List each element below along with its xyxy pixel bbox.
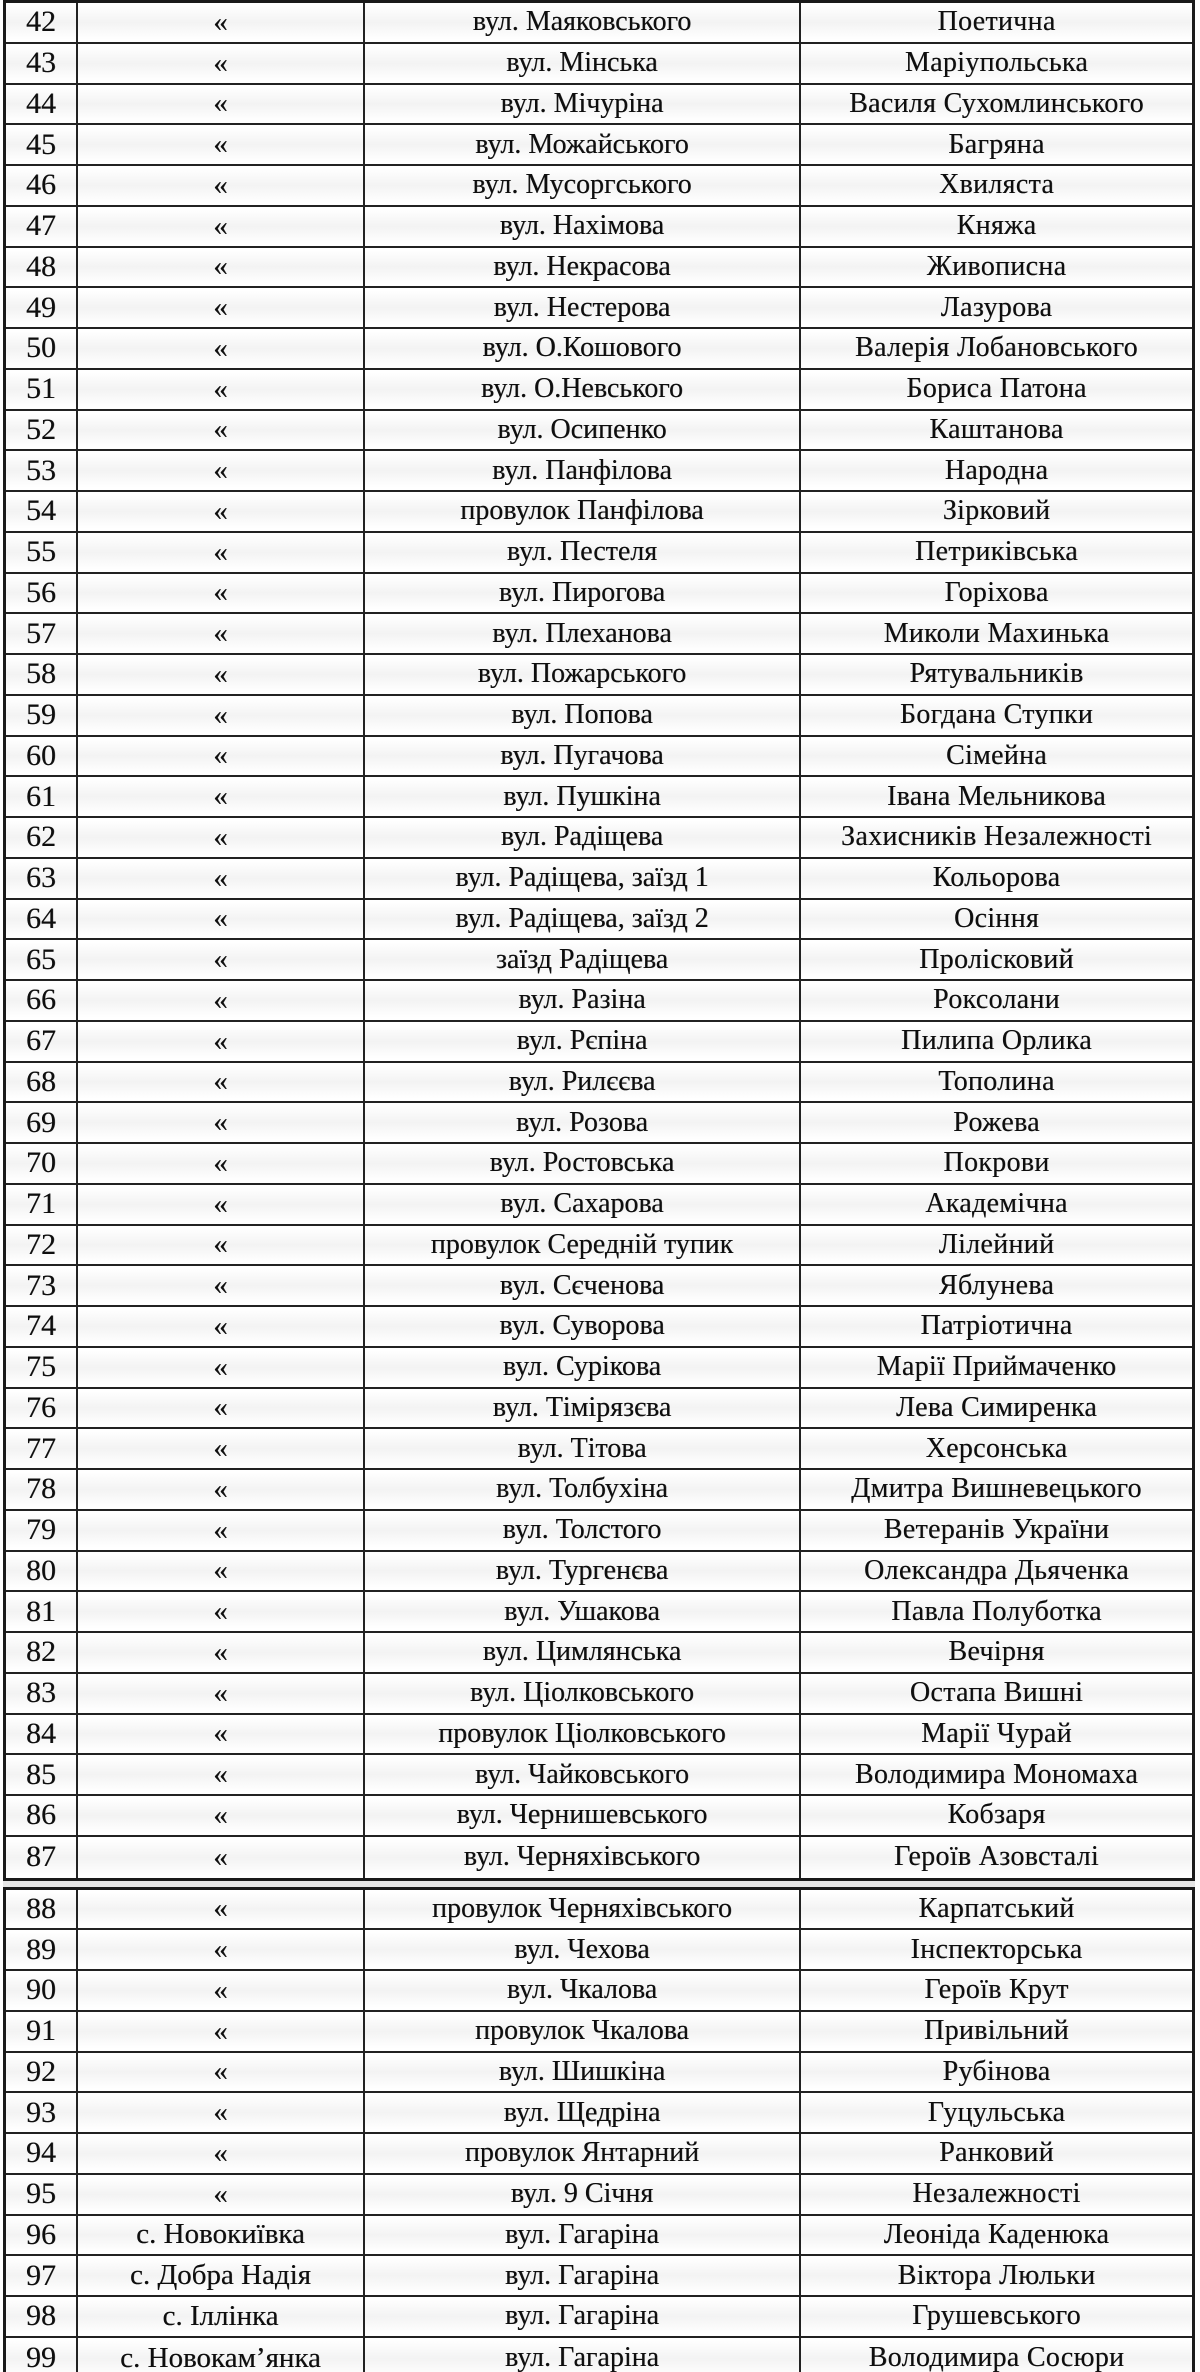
- settlement-cell: «: [76, 655, 363, 694]
- settlement-cell: «: [76, 1755, 363, 1794]
- row-number-cell: 43: [26, 46, 56, 80]
- table-row: [6, 2134, 1192, 2175]
- new-street-name-cell: Поетична: [799, 3, 1192, 42]
- row-number-cell: 42: [26, 5, 56, 39]
- row-number-cell: 73: [26, 1268, 56, 1302]
- table-row: [6, 2093, 1192, 2134]
- row-number-cell: 45: [26, 127, 56, 161]
- table-row: [6, 696, 1192, 737]
- new-street-name-cell: Остапа Вишні: [799, 1674, 1192, 1713]
- table-row: [6, 1552, 1192, 1593]
- table-row: [6, 1022, 1192, 1063]
- settlement-cell: «: [76, 2093, 363, 2132]
- settlement-cell: «: [76, 411, 363, 450]
- new-street-name-cell: Гуцульська: [799, 2093, 1192, 2132]
- row-number-cell: 82: [26, 1635, 56, 1669]
- table-row: [6, 1633, 1192, 1674]
- settlement-cell: «: [76, 1890, 363, 1929]
- new-street-name-cell: Яблунева: [799, 1266, 1192, 1305]
- old-street-name-cell: вул. Сурікова: [363, 1348, 799, 1387]
- settlement-cell: «: [76, 940, 363, 979]
- old-street-name-cell: вул. Гагаріна: [363, 2297, 799, 2336]
- table-row: [6, 2012, 1192, 2053]
- street-renaming-table: [3, 0, 1195, 2372]
- table-row: [6, 1592, 1192, 1633]
- row-number-cell: 50: [26, 331, 56, 365]
- new-street-name-cell: Кольорова: [799, 859, 1192, 898]
- table-row: [6, 1307, 1192, 1348]
- new-street-name-cell: Лева Симиренка: [799, 1389, 1192, 1428]
- old-street-name-cell: вул. Суворова: [363, 1307, 799, 1346]
- row-number-cell: 48: [26, 249, 56, 283]
- row-number-cell: 46: [26, 168, 56, 202]
- old-street-name-cell: вул. Пожарського: [363, 655, 799, 694]
- row-number-cell: 58: [26, 657, 56, 691]
- table-row: [6, 2216, 1192, 2257]
- settlement-cell: «: [76, 1796, 363, 1835]
- new-street-name-cell: Віктора Люльки: [799, 2256, 1192, 2295]
- table-row: [6, 859, 1192, 900]
- old-street-name-cell: вул. Можайського: [363, 125, 799, 164]
- new-street-name-cell: Захисників Незалежності: [799, 818, 1192, 857]
- table-row: [6, 451, 1192, 492]
- table-row: [6, 1837, 1192, 1878]
- settlement-cell: «: [76, 574, 363, 613]
- row-number-cell: 57: [26, 616, 56, 650]
- settlement-cell: «: [76, 777, 363, 816]
- old-street-name-cell: вул. Ціолковського: [363, 1674, 799, 1713]
- table-row: [6, 492, 1192, 533]
- settlement-cell: «: [76, 1470, 363, 1509]
- row-number-cell: 51: [26, 372, 56, 406]
- settlement-cell: «: [76, 1348, 363, 1387]
- new-street-name-cell: Лілейний: [799, 1226, 1192, 1265]
- settlement-cell: «: [76, 207, 363, 246]
- settlement-cell: «: [76, 533, 363, 572]
- old-street-name-cell: вул. Гагаріна: [363, 2216, 799, 2255]
- settlement-cell: с. Іллінка: [76, 2297, 363, 2336]
- table-row: [6, 1226, 1192, 1267]
- settlement-cell: «: [76, 451, 363, 490]
- table-row: [6, 2053, 1192, 2094]
- new-street-name-cell: Пролісковий: [799, 940, 1192, 979]
- row-number-cell: 91: [26, 2014, 56, 2048]
- table-row: [6, 85, 1192, 126]
- old-street-name-cell: вул. Тітова: [363, 1429, 799, 1468]
- old-street-name-cell: вул. Сахарова: [363, 1185, 799, 1224]
- settlement-cell: «: [76, 859, 363, 898]
- settlement-cell: «: [76, 1715, 363, 1754]
- new-street-name-cell: Княжа: [799, 207, 1192, 246]
- row-number-cell: 85: [26, 1757, 56, 1791]
- old-street-name-cell: вул. Попова: [363, 696, 799, 735]
- settlement-cell: «: [76, 1592, 363, 1631]
- new-street-name-cell: Ветеранів України: [799, 1511, 1192, 1550]
- table-row: [6, 370, 1192, 411]
- new-street-name-cell: Павла Полуботка: [799, 1592, 1192, 1631]
- settlement-cell: «: [76, 248, 363, 287]
- new-street-name-cell: Карпатський: [799, 1890, 1192, 1929]
- old-street-name-cell: вул. Радіщева: [363, 818, 799, 857]
- settlement-cell: «: [76, 1633, 363, 1672]
- settlement-cell: «: [76, 2175, 363, 2214]
- row-number-cell: 72: [26, 1227, 56, 1261]
- new-street-name-cell: Грушевського: [799, 2297, 1192, 2336]
- row-number-cell: 53: [26, 453, 56, 487]
- row-number-cell: 84: [26, 1716, 56, 1750]
- new-street-name-cell: Бориса Патона: [799, 370, 1192, 409]
- settlement-cell: «: [76, 614, 363, 653]
- old-street-name-cell: вул. Мусоргського: [363, 166, 799, 205]
- new-street-name-cell: Рубінова: [799, 2053, 1192, 2092]
- old-street-name-cell: вул. Разіна: [363, 981, 799, 1020]
- old-street-name-cell: вул. 9 Січня: [363, 2175, 799, 2214]
- new-street-name-cell: Багряна: [799, 125, 1192, 164]
- table-row: [6, 1470, 1192, 1511]
- new-street-name-cell: Марії Приймаченко: [799, 1348, 1192, 1387]
- new-street-name-cell: Володимира Сосюри: [799, 2338, 1192, 2372]
- row-number-cell: 74: [26, 1309, 56, 1343]
- settlement-cell: «: [76, 1185, 363, 1224]
- old-street-name-cell: вул. Сєченова: [363, 1266, 799, 1305]
- old-street-name-cell: вул. О.Кошового: [363, 329, 799, 368]
- settlement-cell: «: [76, 1930, 363, 1969]
- table-row: [6, 166, 1192, 207]
- row-number-cell: 66: [26, 983, 56, 1017]
- settlement-cell: с. Новокам’янка: [76, 2338, 363, 2372]
- old-street-name-cell: провулок Янтарний: [363, 2134, 799, 2173]
- row-number-cell: 89: [26, 1932, 56, 1966]
- old-street-name-cell: вул. Толстого: [363, 1511, 799, 1550]
- table-row: [6, 655, 1192, 696]
- table-row: [6, 1429, 1192, 1470]
- new-street-name-cell: Незалежності: [799, 2175, 1192, 2214]
- row-number-cell: 60: [26, 738, 56, 772]
- new-street-name-cell: Кобзаря: [799, 1796, 1192, 1835]
- row-number-cell: 63: [26, 861, 56, 895]
- row-number-cell: 96: [26, 2217, 56, 2251]
- new-street-name-cell: Патріотична: [799, 1307, 1192, 1346]
- new-street-name-cell: Покрови: [799, 1144, 1192, 1183]
- row-number-cell: 61: [26, 779, 56, 813]
- row-number-cell: 98: [26, 2299, 56, 2333]
- old-street-name-cell: вул. Чкалова: [363, 1971, 799, 2010]
- old-street-name-cell: вул. Нестерова: [363, 288, 799, 327]
- row-number-cell: 88: [26, 1891, 56, 1925]
- table-row: [6, 1890, 1192, 1931]
- table-row: [6, 125, 1192, 166]
- row-number-cell: 87: [26, 1840, 56, 1874]
- row-number-cell: 95: [26, 2177, 56, 2211]
- settlement-cell: «: [76, 370, 363, 409]
- old-street-name-cell: вул. Пестеля: [363, 533, 799, 572]
- table-row: [6, 1971, 1192, 2012]
- table-row: [6, 1755, 1192, 1796]
- old-street-name-cell: вул. Чайковського: [363, 1755, 799, 1794]
- table-row: [6, 3, 1192, 44]
- settlement-cell: с. Добра Надія: [76, 2256, 363, 2295]
- new-street-name-cell: Героїв Крут: [799, 1971, 1192, 2010]
- table-section-page-1: [3, 0, 1195, 1881]
- row-number-cell: 83: [26, 1676, 56, 1710]
- old-street-name-cell: вул. Плеханова: [363, 614, 799, 653]
- table-row: [6, 533, 1192, 574]
- new-street-name-cell: Дмитра Вишневецького: [799, 1470, 1192, 1509]
- settlement-cell: «: [76, 737, 363, 776]
- table-row: [6, 1063, 1192, 1104]
- old-street-name-cell: вул. Пирогова: [363, 574, 799, 613]
- table-row: [6, 1185, 1192, 1226]
- old-street-name-cell: вул. Щедріна: [363, 2093, 799, 2132]
- old-street-name-cell: вул. Пушкіна: [363, 777, 799, 816]
- row-number-cell: 64: [26, 901, 56, 935]
- new-street-name-cell: Володимира Мономаха: [799, 1755, 1192, 1794]
- settlement-cell: «: [76, 2012, 363, 2051]
- new-street-name-cell: Олександра Дьяченка: [799, 1552, 1192, 1591]
- row-number-cell: 86: [26, 1798, 56, 1832]
- new-street-name-cell: Живописна: [799, 248, 1192, 287]
- settlement-cell: «: [76, 1226, 363, 1265]
- old-street-name-cell: вул. Рєпіна: [363, 1022, 799, 1061]
- table-row: [6, 1674, 1192, 1715]
- old-street-name-cell: вул. Радіщева, заїзд 1: [363, 859, 799, 898]
- row-number-cell: 79: [26, 1513, 56, 1547]
- old-street-name-cell: вул. Тургенєва: [363, 1552, 799, 1591]
- new-street-name-cell: Каштанова: [799, 411, 1192, 450]
- old-street-name-cell: вул. Мічуріна: [363, 85, 799, 124]
- row-number-cell: 80: [26, 1553, 56, 1587]
- table-row: [6, 411, 1192, 452]
- old-street-name-cell: провулок Середній тупик: [363, 1226, 799, 1265]
- table-row: [6, 777, 1192, 818]
- settlement-cell: «: [76, 1971, 363, 2010]
- table-row: [6, 2256, 1192, 2297]
- row-number-cell: 92: [26, 2054, 56, 2088]
- table-row: [6, 1389, 1192, 1430]
- old-street-name-cell: провулок Панфілова: [363, 492, 799, 531]
- new-street-name-cell: Богдана Ступки: [799, 696, 1192, 735]
- new-street-name-cell: Петриківська: [799, 533, 1192, 572]
- old-street-name-cell: вул. Мінська: [363, 44, 799, 83]
- settlement-cell: «: [76, 1511, 363, 1550]
- new-street-name-cell: Привільний: [799, 2012, 1192, 2051]
- settlement-cell: «: [76, 1266, 363, 1305]
- settlement-cell: с. Новокиївка: [76, 2216, 363, 2255]
- old-street-name-cell: вул. Ростовська: [363, 1144, 799, 1183]
- row-number-cell: 75: [26, 1350, 56, 1384]
- table-row: [6, 614, 1192, 655]
- row-number-cell: 76: [26, 1390, 56, 1424]
- settlement-cell: «: [76, 2053, 363, 2092]
- table-row: [6, 900, 1192, 941]
- table-section-page-2: [3, 1887, 1195, 2372]
- row-number-cell: 44: [26, 86, 56, 120]
- old-street-name-cell: вул. Шишкіна: [363, 2053, 799, 2092]
- new-street-name-cell: Роксолани: [799, 981, 1192, 1020]
- new-street-name-cell: Осіння: [799, 900, 1192, 939]
- new-street-name-cell: Рожева: [799, 1103, 1192, 1142]
- new-street-name-cell: Рятувальників: [799, 655, 1192, 694]
- settlement-cell: «: [76, 1063, 363, 1102]
- table-row: [6, 207, 1192, 248]
- new-street-name-cell: Маріупольська: [799, 44, 1192, 83]
- new-street-name-cell: Валерія Лобановського: [799, 329, 1192, 368]
- row-number-cell: 54: [26, 494, 56, 528]
- old-street-name-cell: заїзд Радіщева: [363, 940, 799, 979]
- table-row: [6, 1511, 1192, 1552]
- row-number-cell: 99: [26, 2341, 56, 2372]
- row-number-cell: 93: [26, 2095, 56, 2129]
- table-row: [6, 2297, 1192, 2338]
- settlement-cell: «: [76, 1307, 363, 1346]
- table-row: [6, 818, 1192, 859]
- table-row: [6, 1348, 1192, 1389]
- new-street-name-cell: Миколи Махинька: [799, 614, 1192, 653]
- new-street-name-cell: Пилипа Орлика: [799, 1022, 1192, 1061]
- settlement-cell: «: [76, 125, 363, 164]
- old-street-name-cell: вул. Ушакова: [363, 1592, 799, 1631]
- table-row: [6, 44, 1192, 85]
- new-street-name-cell: Героїв Азовсталі: [799, 1837, 1192, 1878]
- old-street-name-cell: вул. Тімірязєва: [363, 1389, 799, 1428]
- settlement-cell: «: [76, 1837, 363, 1878]
- table-row: [6, 1103, 1192, 1144]
- settlement-cell: «: [76, 981, 363, 1020]
- row-number-cell: 90: [26, 1973, 56, 2007]
- new-street-name-cell: Тополина: [799, 1063, 1192, 1102]
- settlement-cell: «: [76, 1674, 363, 1713]
- row-number-cell: 55: [26, 535, 56, 569]
- row-number-cell: 68: [26, 1064, 56, 1098]
- old-street-name-cell: вул. Пугачова: [363, 737, 799, 776]
- new-street-name-cell: Марії Чурай: [799, 1715, 1192, 1754]
- old-street-name-cell: вул. Панфілова: [363, 451, 799, 490]
- row-number-cell: 52: [26, 412, 56, 446]
- old-street-name-cell: вул. Розова: [363, 1103, 799, 1142]
- table-row: [6, 940, 1192, 981]
- new-street-name-cell: Народна: [799, 451, 1192, 490]
- old-street-name-cell: провулок Ціолковського: [363, 1715, 799, 1754]
- settlement-cell: «: [76, 1144, 363, 1183]
- new-street-name-cell: Лазурова: [799, 288, 1192, 327]
- old-street-name-cell: вул. Рилєєва: [363, 1063, 799, 1102]
- row-number-cell: 97: [26, 2258, 56, 2292]
- old-street-name-cell: вул. Нахімова: [363, 207, 799, 246]
- old-street-name-cell: вул. Цимлянська: [363, 1633, 799, 1672]
- settlement-cell: «: [76, 1103, 363, 1142]
- old-street-name-cell: вул. Некрасова: [363, 248, 799, 287]
- table-row: [6, 1266, 1192, 1307]
- old-street-name-cell: провулок Черняхівського: [363, 1890, 799, 1929]
- settlement-cell: «: [76, 3, 363, 42]
- new-street-name-cell: Зірковий: [799, 492, 1192, 531]
- table-row: [6, 981, 1192, 1022]
- new-street-name-cell: Вечірня: [799, 1633, 1192, 1672]
- table-row: [6, 248, 1192, 289]
- row-number-cell: 81: [26, 1594, 56, 1628]
- old-street-name-cell: вул. Радіщева, заїзд 2: [363, 900, 799, 939]
- old-street-name-cell: вул. Маяковського: [363, 3, 799, 42]
- settlement-cell: «: [76, 1022, 363, 1061]
- settlement-cell: «: [76, 166, 363, 205]
- row-number-cell: 70: [26, 1146, 56, 1180]
- settlement-cell: «: [76, 1429, 363, 1468]
- new-street-name-cell: Херсонська: [799, 1429, 1192, 1468]
- settlement-cell: «: [76, 288, 363, 327]
- row-number-cell: 59: [26, 698, 56, 732]
- settlement-cell: «: [76, 1552, 363, 1591]
- old-street-name-cell: вул. О.Невського: [363, 370, 799, 409]
- old-street-name-cell: вул. Гагаріна: [363, 2338, 799, 2372]
- settlement-cell: «: [76, 2134, 363, 2173]
- new-street-name-cell: Івана Мельникова: [799, 777, 1192, 816]
- row-number-cell: 77: [26, 1431, 56, 1465]
- row-number-cell: 62: [26, 820, 56, 854]
- new-street-name-cell: Ранковий: [799, 2134, 1192, 2173]
- row-number-cell: 78: [26, 1472, 56, 1506]
- row-number-cell: 67: [26, 1024, 56, 1058]
- old-street-name-cell: вул. Черняхівського: [363, 1837, 799, 1878]
- settlement-cell: «: [76, 900, 363, 939]
- row-number-cell: 94: [26, 2136, 56, 2170]
- old-street-name-cell: вул. Чехова: [363, 1930, 799, 1969]
- table-row: [6, 329, 1192, 370]
- old-street-name-cell: вул. Толбухіна: [363, 1470, 799, 1509]
- settlement-cell: «: [76, 44, 363, 83]
- settlement-cell: «: [76, 1389, 363, 1428]
- settlement-cell: «: [76, 818, 363, 857]
- old-street-name-cell: вул. Гагаріна: [363, 2256, 799, 2295]
- row-number-cell: 49: [26, 290, 56, 324]
- table-row: [6, 1144, 1192, 1185]
- table-row: [6, 737, 1192, 778]
- table-row: [6, 574, 1192, 615]
- row-number-cell: 69: [26, 1105, 56, 1139]
- table-row: [6, 288, 1192, 329]
- old-street-name-cell: вул. Осипенко: [363, 411, 799, 450]
- new-street-name-cell: Хвиляста: [799, 166, 1192, 205]
- settlement-cell: «: [76, 696, 363, 735]
- row-number-cell: 56: [26, 575, 56, 609]
- settlement-cell: «: [76, 492, 363, 531]
- new-street-name-cell: Академічна: [799, 1185, 1192, 1224]
- table-row: [6, 2338, 1192, 2372]
- old-street-name-cell: вул. Чернишевського: [363, 1796, 799, 1835]
- settlement-cell: «: [76, 329, 363, 368]
- new-street-name-cell: Горіхова: [799, 574, 1192, 613]
- new-street-name-cell: Інспекторська: [799, 1930, 1192, 1969]
- table-row: [6, 2175, 1192, 2216]
- table-row: [6, 1715, 1192, 1756]
- row-number-cell: 71: [26, 1187, 56, 1221]
- new-street-name-cell: Василя Сухомлинського: [799, 85, 1192, 124]
- new-street-name-cell: Сімейна: [799, 737, 1192, 776]
- table-row: [6, 1930, 1192, 1971]
- old-street-name-cell: провулок Чкалова: [363, 2012, 799, 2051]
- row-number-cell: 47: [26, 209, 56, 243]
- table-row: [6, 1796, 1192, 1837]
- row-number-cell: 65: [26, 942, 56, 976]
- new-street-name-cell: Леоніда Каденюка: [799, 2216, 1192, 2255]
- settlement-cell: «: [76, 85, 363, 124]
